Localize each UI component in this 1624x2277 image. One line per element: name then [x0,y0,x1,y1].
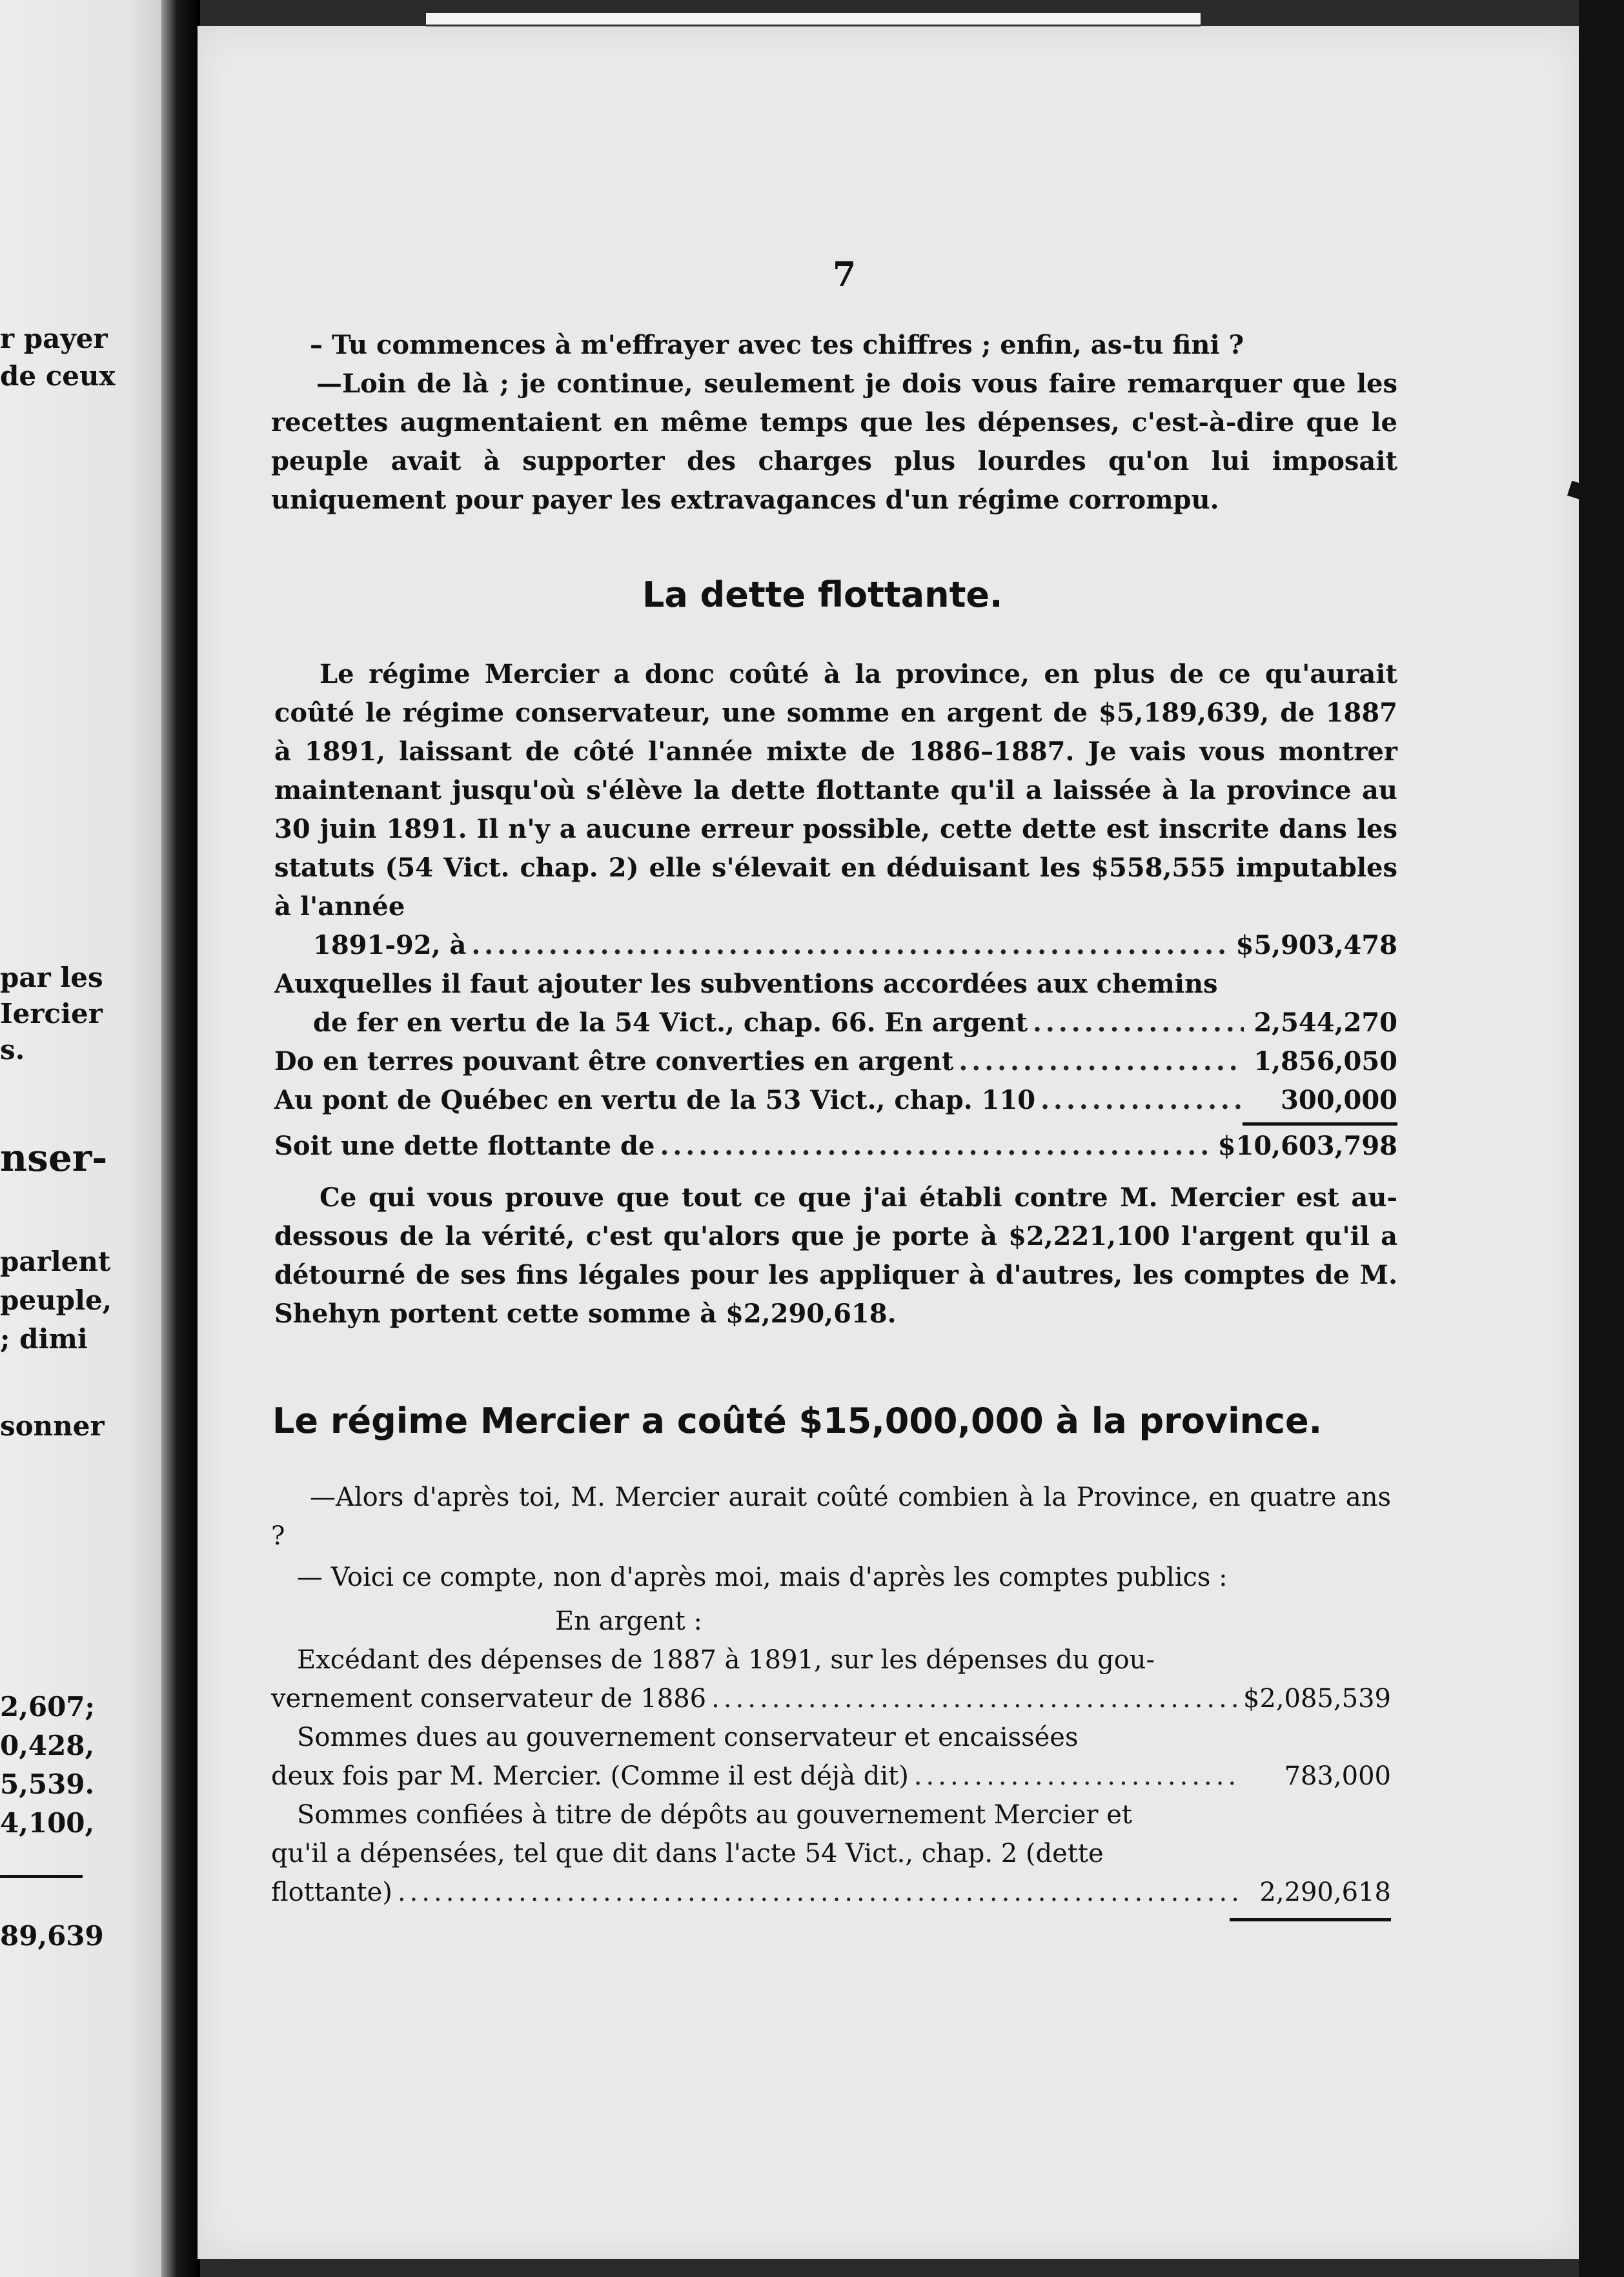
leader-dots [1033,1004,1244,1042]
cost-row-amount: 783,000 [1284,1761,1391,1791]
debt-row-label: Do en terres pouvant être converties en argent [274,1046,954,1077]
adjacent-page-text: nser- [0,1136,108,1180]
cost-row-line: Sommes dues au gouvernement conservateur et encaissées [297,1723,1079,1752]
cost-row-amount: $2,085,539 [1243,1684,1391,1714]
adjacent-page-text: 89,639 [0,1920,104,1952]
leader-dots [1040,1081,1244,1120]
leader-dots [959,1042,1244,1081]
scan-border-right [1579,0,1624,2277]
debt-row [274,1042,1397,1081]
adjacent-page-text: 5,539. [0,1768,95,1800]
cost-row-line: qu'il a dépensées, tel que dit dans l'acte 54 Vict., chap. 2 (dette [271,1839,1104,1868]
debt-row-label: de fer en vertu de la 54 Vict., chap. 66. En argent [313,1007,1028,1038]
section-title-cost: Le régime Mercier a coûté $15,000,000 à la province. [272,1401,1323,1441]
debt-row-label: Auxquelles il faut ajouter les subventions accordées aux chemins [274,969,1218,999]
adjacent-page-text: parlent [0,1246,111,1277]
adjacent-page-text: ; dimi [0,1323,88,1355]
page-top-edge [426,13,1201,26]
mercier-proof-paragraph: Ce qui vous prouve que tout ce que j'ai établi contre M. Mercier est au-dessous de la vérité, c'est qu'alors que je porte à $2,221,100 l'argent qu'il a détourné de ses fins légales pour les appliquer à d'autres, les comptes de M. Shehyn portent cette somme à $2,290,618. [274,1182,1397,1329]
adjacent-page-rule [0,1875,83,1878]
debt-total-amount: $10,603,798 [1217,1131,1397,1161]
cost-row-label: vernement conservateur de 1886 [271,1684,707,1714]
cost-row [271,1679,1391,1718]
debt-row [274,1081,1397,1120]
adjacent-page-text: sonner [0,1410,105,1442]
page-number: 7 [833,255,857,294]
cost-section [271,1478,1391,1921]
debt-total-row [274,1127,1397,1166]
leader-dots [660,1127,1212,1166]
floating-debt-paragraph: Le régime Mercier a donc coûté à la province, en plus de ce qu'aurait coûté le régime conservateur, une somme en argent de $5,189,639, de 1887 à 1891, laissant de côté l'année mixte de 1886–1887. Je vais vous montrer maintenant jusqu'où s'élève la dette flottante qu'il a laissée à la province au 30 juin 1891. Il n'y a aucune erreur possible, cette dette est inscrite dans les statuts (54 Vict. chap. 2) elle s'élevait en déduisant les $558,555 imputables à l'année [274,659,1397,922]
floating-debt-section [274,655,1397,1333]
adjacent-page-strip [0,0,161,2277]
adjacent-page-text: de ceux [0,360,116,392]
leader-dots [471,926,1230,965]
adjacent-page-text: 2,607; [0,1691,96,1723]
debt-row-amount: $5,903,478 [1235,930,1397,960]
cost-row [271,1873,1391,1912]
section-title-floating-debt: La dette flottante. [642,574,1003,615]
leader-dots [711,1679,1237,1718]
cost-row-label: deux fois par M. Mercier. (Comme il est déjà dit) [271,1761,909,1791]
intro-question: – Tu commences à m'effrayer avec tes chiffres ; enfin, as-tu fini ? [310,330,1244,360]
cost-row-amount: 2,290,618 [1259,1877,1391,1907]
cost-row-line: Sommes confiées à titre de dépôts au gouvernement Mercier et [297,1800,1133,1830]
sum-rule [1230,1918,1391,1921]
leader-dots [914,1757,1237,1796]
adjacent-page-text: par les [0,962,103,993]
sum-rule [1243,1122,1397,1126]
debt-total-label: Soit une dette flottante de [274,1131,655,1161]
debt-row [274,965,1397,1004]
intro-paragraph: —Loin de là ; je continue, seulement je dois vous faire remarquer que les recettes augmentaient en même temps que les dépenses, c'est-à-dire que le peuple avait à supporter des charges plus lourdes qu'on lui imposait uniquement pour payer les extravagances d'un régime corrompu. [271,369,1397,515]
adjacent-page-text: s. [0,1034,25,1066]
debt-row [274,926,1397,965]
debt-row-amount: 2,544,270 [1254,1007,1397,1038]
cost-question: —Alors d'après toi, M. Mercier aurait coûté combien à la Province, en quatre ans ? [271,1483,1391,1551]
cost-row-label: flottante) [271,1877,392,1907]
book-gutter [161,0,200,2277]
adjacent-page-text: peuple, [0,1284,112,1316]
leader-dots [398,1873,1237,1912]
debt-row-label: 1891-92, à [313,930,467,960]
adjacent-page-text: r payer [0,323,108,354]
adjacent-page-text: 0,428, [0,1730,95,1761]
debt-row [274,1004,1397,1042]
intro-block [271,326,1397,520]
debt-row-label: Au pont de Québec en vertu de la 53 Vict., chap. 110 [274,1085,1036,1115]
adjacent-page-text: 4,100, [0,1807,95,1839]
adjacent-page-text: Iercier [0,998,103,1029]
cost-row-line: Excédant des dépenses de 1887 à 1891, sur les dépenses du gou- [297,1645,1155,1675]
debt-row-amount: 300,000 [1281,1085,1397,1115]
cost-row [271,1757,1391,1796]
cost-answer: — Voici ce compte, non d'après moi, mais d'après les comptes publics : [297,1563,1228,1592]
debt-row-amount: 1,856,050 [1254,1046,1397,1077]
cost-subheading: En argent : [555,1606,702,1636]
